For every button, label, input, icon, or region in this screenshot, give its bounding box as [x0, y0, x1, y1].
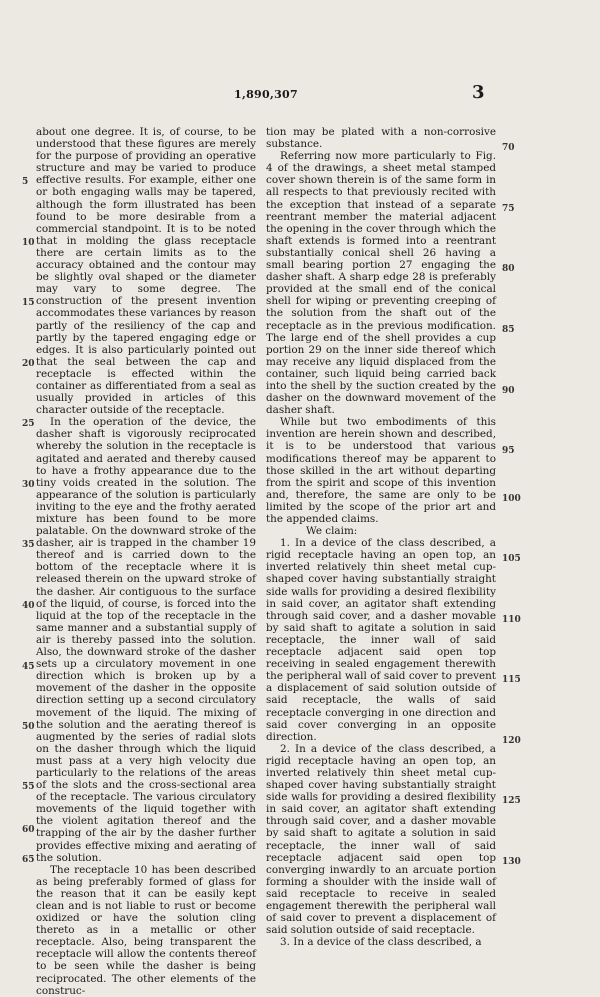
line-number: 10: [22, 238, 35, 248]
line-number: 110: [502, 615, 521, 625]
claims-heading: We claim:: [306, 525, 358, 538]
line-number: 25: [22, 419, 35, 429]
paragraph: Referring now more particularly to Fig. 4 of the drawings, a sheet metal stamped cover shown therein is of the same form in all respects to that previously recited with the exception that instead of a separate reentrant member the material adjacent the opening in the cover through which the shaft extends is formed into a reentrant substantially conical shell 26 having a small bearing portion 27 engaging the dasher shaft. A sharp edge 28 is preferably provided at the small end of the conical shell for wiping or preventing creeping of the solution from the shaft out of the receptacle as in the previous modification. The large end of the shell provides a cup portion 29 on the inner side thereof which may receive any liquid displaced from the container, such liquid being carried back into the shell by the suction created by the dasher on the downward movement of the dasher shaft.: [266, 150, 496, 417]
line-number: 55: [22, 782, 35, 792]
line-number: 60: [22, 825, 35, 835]
line-number: 100: [502, 494, 521, 504]
paragraph: In the operation of the device, the dasher shaft is vigorously reciprocated whereby the solution in the receptacle is agitated and aerated and thereby caused to have a frothy appearance due to the tiny voids created in the solution. The appearance of the solution is particularly inviting to the eye and the frothy aerated mixture has been found to be more palatable. On the downward stroke of the dasher, air is trapped in the chamber 19 thereof and is carried down to the bottom of the receptacle where it is released therein on the upward stroke of the dasher. Air contiguous to the surface of the liquid, of course, is forced into the liquid at the top of the receptacle in the same manner and a substantial supply of air is thereby passed into the solution. Also, the downward stroke of the dasher sets up a circulatory movement in one direction which is broken up by a movement of the dasher in the opposite direction setting up a second circulatory movement of the liquid. The mixing of the solution and the aerating thereof is augmented by the series of radial slots on the dasher through which the liquid must pass at a very high velocity due particularly to the relations of the areas of the slots and the cross-sectional area of the receptacle. The various circulatory movements of the liquid together with the violent agitation thereof and the trapping of the air by the dasher further provides effective mixing and aerating of the solution.: [36, 416, 256, 864]
claim: 3. In a device of the class described, a: [280, 936, 482, 949]
line-number: 125: [502, 796, 521, 806]
paragraph: The receptacle 10 has been described as being preferably formed of glass for the reason that it can be easily kept clean and is not liable to rust or become oxidized or have the solution cling thereto as in a metallic or other receptacle. Also, being transparent the receptacle will allow the contents thereof to be seen while the dasher is being reciprocated. The other elements of the construc-: [36, 863, 256, 997]
line-number: 95: [502, 446, 515, 456]
line-number: 105: [502, 554, 521, 564]
page-header: [0, 82, 600, 108]
line-number: 5: [22, 177, 29, 187]
line-number: 70: [502, 143, 515, 153]
patent-number: 1,890,307: [234, 88, 298, 101]
paragraph: tion may be plated with a non-corrosive substance.: [266, 126, 496, 151]
line-number: 15: [22, 298, 35, 308]
line-number: 90: [502, 386, 515, 396]
claim: 1. In a device of the class described, a rigid receptacle having an open top, an inverted relatively thin sheet metal cup-shaped cover having substantially straight side walls for providing a desired flexibility in said cover, an agitator shaft extending through said cover, and a dasher movable by said shaft to agitate a solution in said receptacle, the inner wall of said receptacle adjacent said open top receiving in sealed engagement therewith the peripheral wall of said cover to prevent a displacement of said solution outside of said receptacle, the walls of said receptacle converging in one direction and said cover converging in an opposite direction.: [266, 537, 496, 743]
line-number: 35: [22, 540, 35, 550]
line-number: 65: [22, 855, 35, 865]
left-column: [36, 126, 256, 997]
line-number: 75: [502, 204, 515, 214]
line-number: 40: [22, 601, 35, 611]
line-number: 85: [502, 325, 515, 335]
line-number: 30: [22, 480, 35, 490]
line-number: 130: [502, 857, 521, 867]
paragraph: While but two embodiments of this invention are herein shown and described, it is to be understood that various modifications thereof may be apparent to those skilled in the art without departing from the spirit and scope of this invention and, therefore, the same are only to be limited by the scope of the prior art and the appended claims.: [266, 416, 496, 525]
line-number: 80: [502, 264, 515, 274]
right-column: [266, 126, 496, 948]
line-number: 45: [22, 662, 35, 672]
line-number: 115: [502, 675, 521, 685]
line-number: 50: [22, 722, 35, 732]
claim: 2. In a device of the class described, a rigid receptacle having an open top, an inverted relatively thin sheet metal cup-shaped cover having substantially straight side walls for providing a desired flexibility in said cover, an agitator shaft extending through said cover, and a dasher movable by said shaft to agitate a solution in said receptacle, the inner wall of said receptacle adjacent said open top converging inwardly to an arcuate portion forming a shoulder with the inside wall of said receptacle to receive in sealed engagement therewith the peripheral wall of said cover to prevent a displacement of said solution outside of said receptacle.: [266, 742, 496, 937]
line-number: 20: [22, 359, 35, 369]
paragraph: about one degree. It is, of course, to be understood that these figures are merely for the purpose of providing an operative structure and may be varied to produce effective results. For example, either one or both engaging walls may be tapered, although the form illustrated has been found to be more desirable from a commercial standpoint. It is to be noted that in molding the glass receptacle there are certain limits as to the accuracy obtained and the contour may be slightly oval shaped or the diameter may vary to some degree. The construction of the present invention accommodates these variances by reason partly of the resiliency of the cap and partly by the tapered engaging edge or edges. It is also particularly pointed out that the seal between the cap and receptacle is effected within the container as differentiated from a seal as usually provided in articles of this character outside of the receptacle.: [36, 126, 256, 417]
page-number: 3: [472, 82, 485, 103]
line-number: 120: [502, 736, 521, 746]
